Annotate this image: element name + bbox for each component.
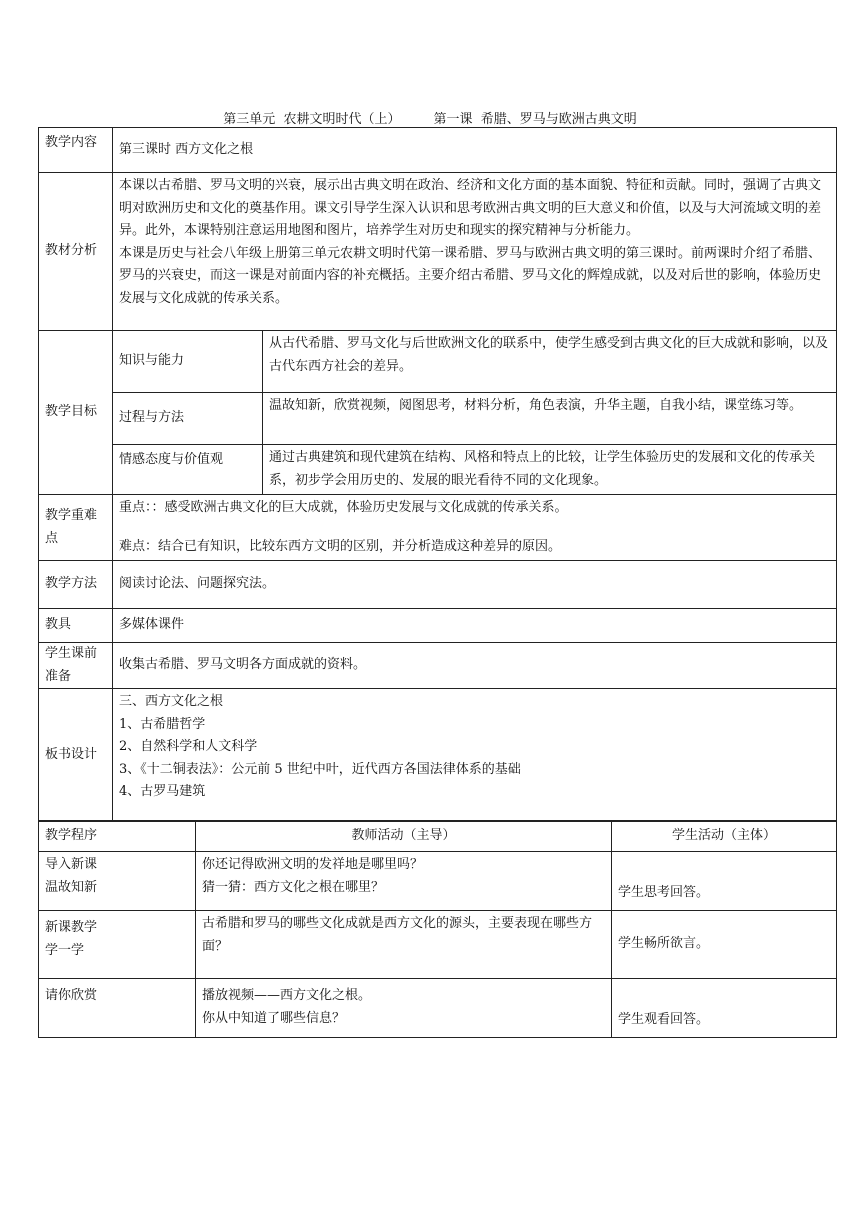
student-cell: 学生畅所欲言。 [612, 911, 837, 979]
row-content [39, 128, 837, 173]
stage-line: 学一学 [45, 942, 85, 958]
table-row [39, 979, 837, 1038]
row-method [39, 561, 837, 609]
method-value: 阅读讨论法、问题探究法。 [113, 561, 837, 609]
goal2-label: 过程与方法 [113, 393, 263, 445]
stage-cell [39, 852, 196, 911]
procedure-table [38, 820, 837, 1038]
board-line: 4、古罗马建筑 [119, 784, 206, 799]
header-teacher: 教师活动（主导） [196, 821, 612, 852]
key-point: 重点：：感受欧洲古典文化的巨大成就，体验历史发展与文化成就的传承关系。 [119, 500, 568, 515]
method-label: 教学方法 [39, 561, 113, 609]
stage-line: 新课教学 [45, 920, 98, 935]
tools-label: 教具 [39, 609, 113, 643]
page-title: 第三单元 农耕文明时代（上） 第一课 希腊、罗马与欧洲古典文明 [223, 112, 637, 127]
row-prep [39, 643, 837, 689]
row-key-points [39, 495, 837, 561]
teacher-line: 播放视频——西方文化之根。 [202, 988, 372, 1003]
analysis-label: 教材分析 [39, 173, 113, 331]
teacher-line: 你还记得欧洲文明的发祥地是哪里吗？ [202, 857, 424, 872]
row-board [39, 689, 837, 822]
goal2-value: 温故知新，欣赏视频，阅图思考，材料分析，角色表演，升华主题，自我小结，课堂练习等。 [263, 393, 837, 445]
row-tools [39, 609, 837, 643]
procedure-header-row [39, 821, 837, 852]
row-analysis [39, 173, 837, 331]
analysis-value [113, 173, 837, 331]
teacher-cell [196, 852, 612, 911]
prep-label: 学生课前准备 [39, 643, 113, 689]
board-label: 板书设计 [39, 689, 113, 822]
teacher-cell [196, 979, 612, 1038]
key-label: 教学重难点 [39, 495, 113, 561]
board-value [113, 689, 837, 822]
goal3-label: 情感态度与价值观 [113, 445, 263, 495]
board-line: 2、自然科学和人文科学 [119, 739, 258, 754]
stage-cell [39, 911, 196, 979]
teacher-cell: 古希腊和罗马的哪些文化成就是西方文化的源头，主要表现在哪些方面？ [196, 911, 612, 979]
goal3-value: 通过古典建筑和现代建筑在结构、风格和特点上的比较，让学生体验历史的发展和文化的传承关系，初步学会用历史的、发展的眼光看待不同的文化现象。 [263, 445, 837, 495]
goal1-value: 从古代希腊、罗马文化与后世欧洲文化的联系中，使学生感受到古典文化的巨大成就和影响，以及古代东西方社会的差异。 [263, 331, 837, 393]
tools-value: 多媒体课件 [113, 609, 837, 643]
stage-line: 温故知新 [45, 879, 98, 895]
board-line: 三、西方文化之根 [119, 694, 224, 709]
key-value [113, 495, 837, 561]
header-student: 学生活动（主体） [612, 821, 837, 852]
goals-label: 教学目标 [39, 331, 113, 495]
student-cell: 学生思考回答。 [612, 852, 837, 911]
content-value: 第三课时 西方文化之根 [113, 128, 837, 173]
goal1-label: 知识与能力 [113, 331, 263, 393]
teacher-line: 你从中知道了哪些信息？ [202, 1010, 346, 1026]
table-row [39, 911, 837, 979]
row-goal-1 [39, 331, 837, 393]
table-row [39, 852, 837, 911]
board-line: 3、《十二铜表法》：公元前 5 世纪中叶，近代西方各国法律体系的基础 [119, 761, 521, 777]
teacher-line: 猜一猜：西方文化之根在哪里？ [202, 879, 385, 895]
row-goal-3 [39, 445, 837, 495]
prep-value: 收集古希腊、罗马文明各方面成就的资料。 [113, 643, 837, 689]
content-label: 教学内容 [39, 128, 113, 173]
difficult-point: 难点：结合已有知识，比较东西方文明的区别，并分析造成这种差异的原因。 [119, 538, 562, 554]
stage-line: 导入新课 [45, 857, 98, 872]
student-cell: 学生观看回答。 [612, 979, 837, 1038]
row-goal-2 [39, 393, 837, 445]
lesson-info-table [38, 127, 837, 822]
stage-cell: 请你欣赏 [39, 979, 196, 1038]
analysis-paragraph-2: 本课是历史与社会八年级上册第三单元农耕文明时代第一课希腊、罗马与欧洲古典文明的第三课时。前两课时介绍了希腊、罗马的兴衰史，而这一课是对前面内容的补充概括。主要介绍古希腊、罗马文化的辉煌成就，以及对后世的影响，体验历史发展与文化成就的传承关系。 [119, 245, 822, 306]
header-stage: 教学程序 [39, 821, 196, 852]
board-line: 1、古希腊哲学 [119, 716, 206, 732]
analysis-paragraph-1: 本课以古希腊、罗马文明的兴衰，展示出古典文明在政治、经济和文化方面的基本面貌、特征和贡献。同时，强调了古典文明对欧洲历史和文化的奠基作用。课文引导学生深入认识和思考欧洲古典文明的巨大意义和价值，以及与大河流域文明的差异。此外，本课特别注意运用地图和图片，培养学生对历史和现实的探究精神与分析能力。 [119, 178, 822, 238]
